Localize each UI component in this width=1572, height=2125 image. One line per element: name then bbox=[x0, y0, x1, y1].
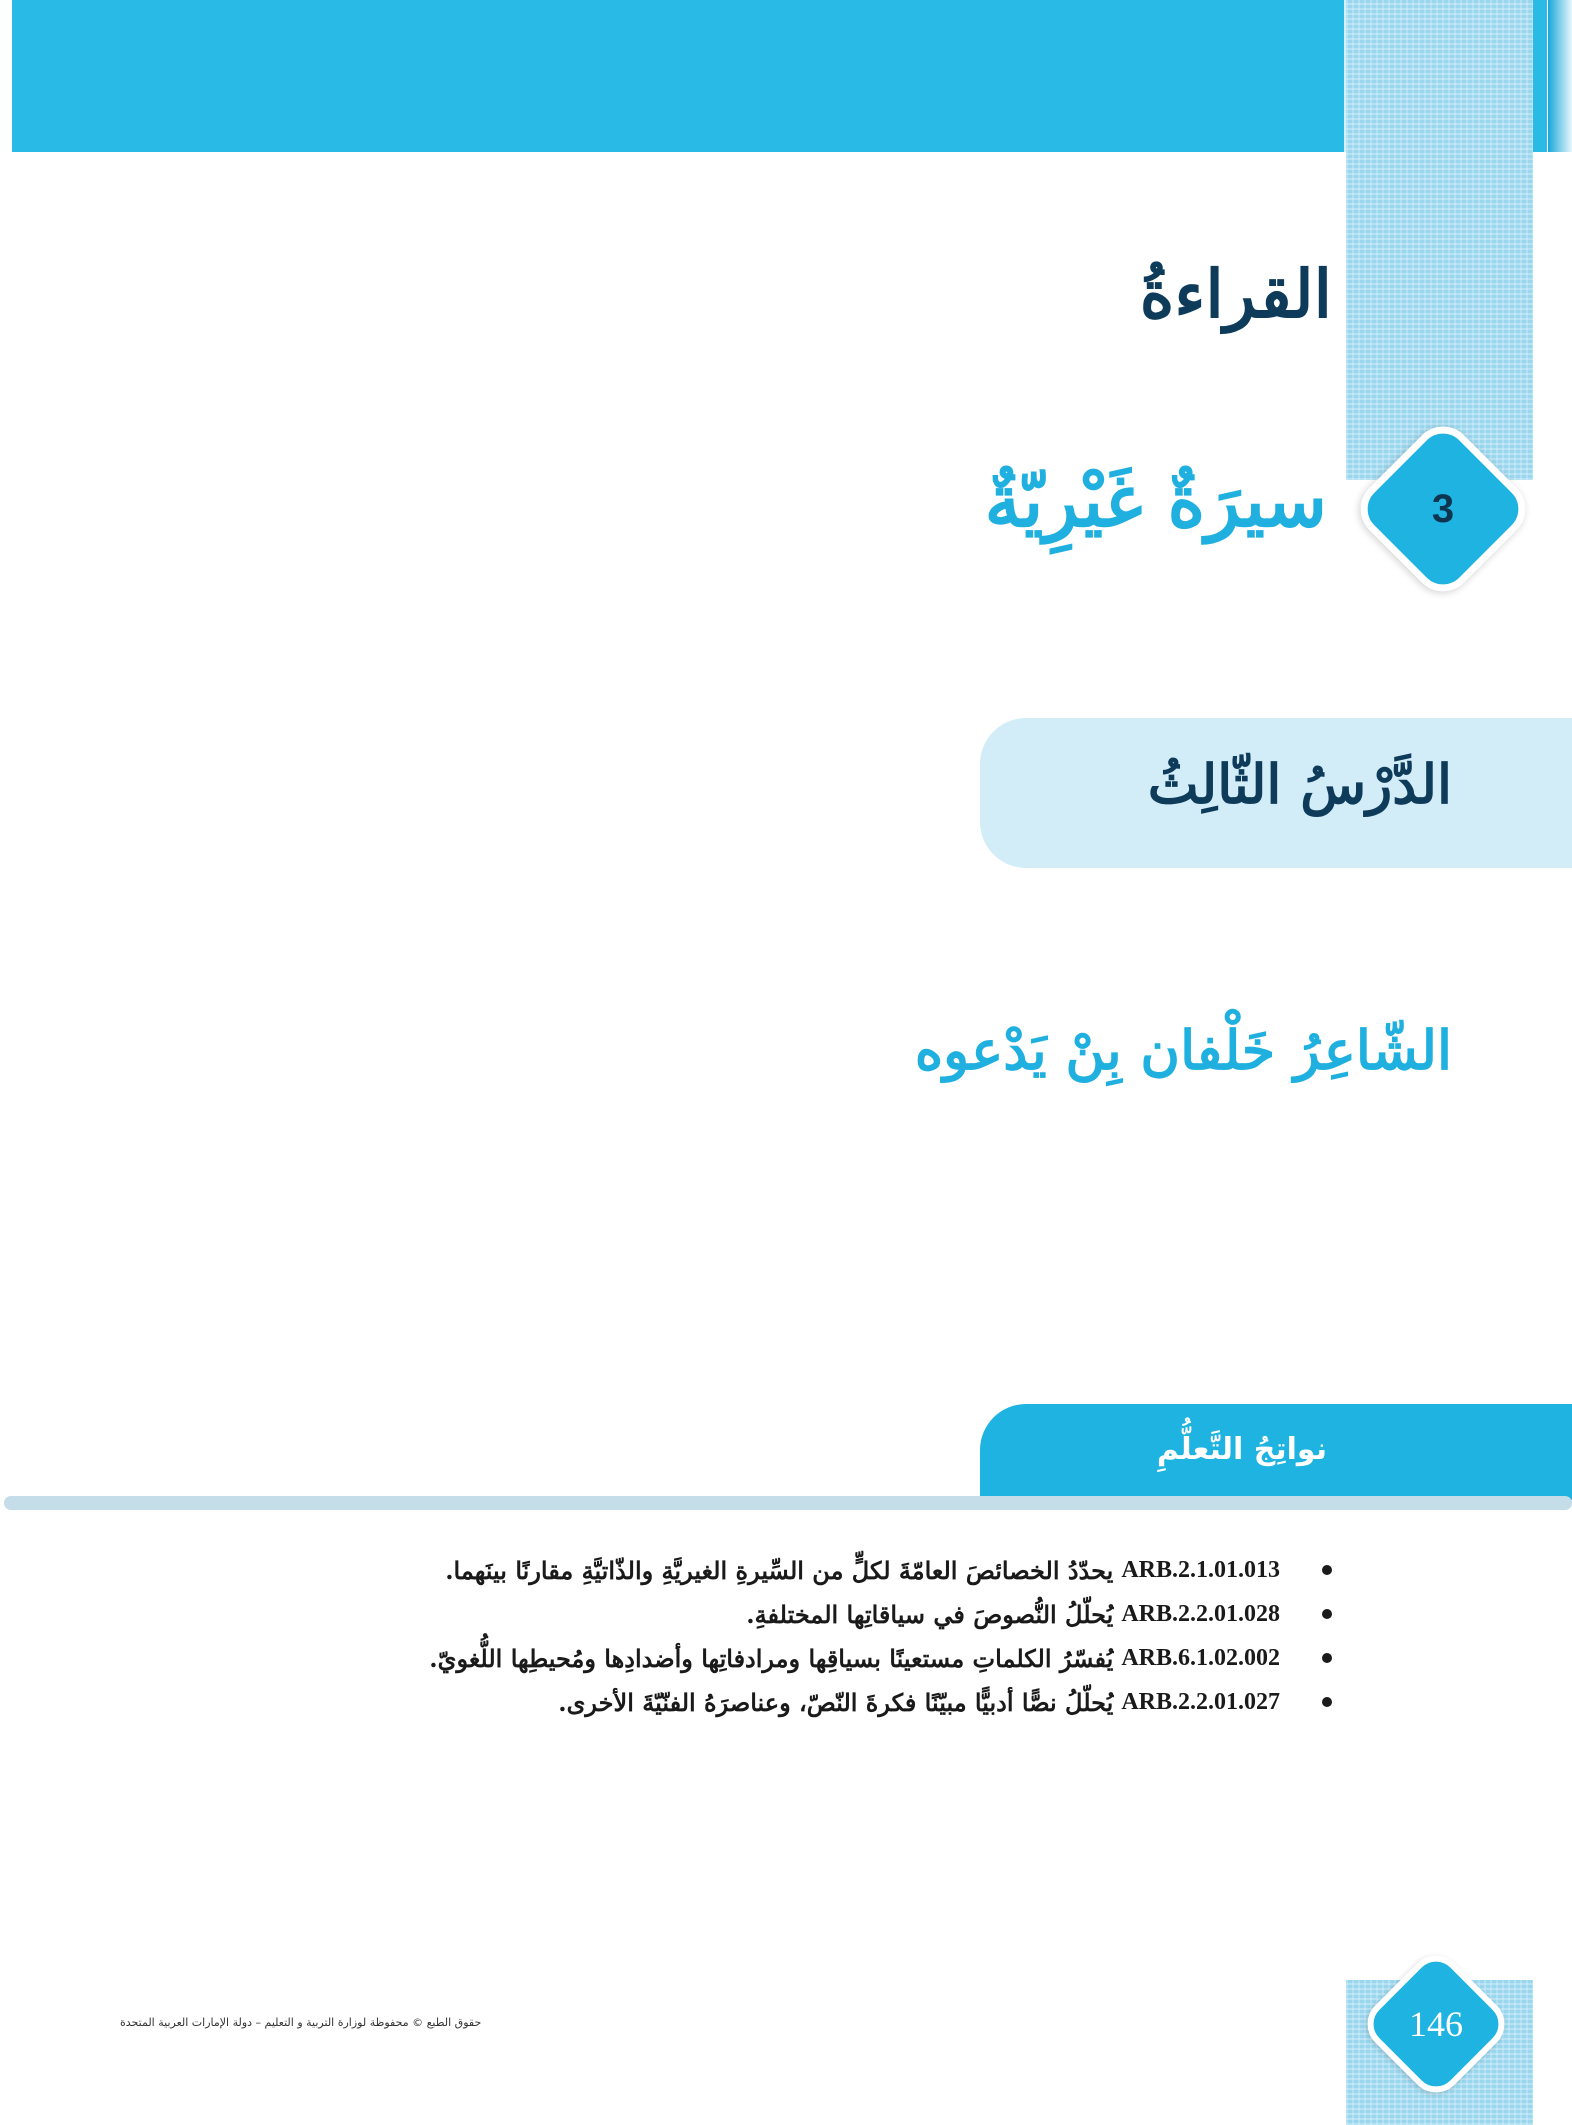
lesson-title: الدَّرْسُ الثّالِثُ bbox=[1147, 752, 1452, 816]
unit-title: سيرَةٌ غَيْرِيّةٌ bbox=[984, 458, 1327, 543]
outcome-text: يُحلّلُ النُّصوصَ في سياقاتِها المختلفةِ. bbox=[746, 1599, 1114, 1629]
outcome-text: يُحلّلُ نصًّا أدبيًّا مبيّنًا فكرةَ النّصّ، وعناصرَهُ الفنّيّةَ الأخرى. bbox=[558, 1687, 1114, 1717]
page-number: 146 bbox=[1409, 2004, 1463, 2044]
bullet-icon bbox=[1322, 1697, 1332, 1707]
outcome-text: يُفسّرُ الكلماتِ مستعينًا بسياقِها ومرادفاتِها وأضدادِها ومُحيطِها اللُّغويّ. bbox=[429, 1643, 1114, 1673]
outcome-code: ARB.6.1.02.002 bbox=[1121, 1644, 1280, 1671]
list-item bbox=[232, 1682, 1332, 1722]
top-banner-edge bbox=[1548, 0, 1572, 152]
top-banner bbox=[12, 0, 1547, 152]
outcome-text: يحدّدُ الخصائصَ العامّةَ لكلٍّ من السِّيرةِ الغيريَّةِ والذّاتيَّةِ مقارنًا بينَهما. bbox=[445, 1555, 1114, 1585]
outcome-code: ARB.2.2.01.027 bbox=[1121, 1688, 1280, 1715]
outcomes-label: نواتِجُ التَّعلُّمِ bbox=[1156, 1432, 1327, 1467]
text-title: الشّاعِرُ خَلْفان بِنْ يَدْعوه bbox=[914, 1018, 1452, 1082]
list-item bbox=[232, 1638, 1332, 1678]
outcomes-divider bbox=[4, 1496, 1572, 1510]
bullet-icon bbox=[1322, 1565, 1332, 1575]
copyright-notice: حقوق الطبع © محفوظة لوزارة التربية و التعليم – دولة الإمارات العربية المتحدة bbox=[120, 2016, 482, 2029]
bullet-icon bbox=[1322, 1609, 1332, 1619]
outcomes-list bbox=[232, 1550, 1332, 1726]
decorative-spine bbox=[1346, 0, 1533, 480]
unit-number: 3 bbox=[1431, 486, 1455, 531]
list-item bbox=[232, 1594, 1332, 1634]
outcome-code: ARB.2.2.01.028 bbox=[1121, 1600, 1280, 1627]
outcome-code: ARB.2.1.01.013 bbox=[1121, 1556, 1280, 1583]
list-item bbox=[232, 1550, 1332, 1590]
bullet-icon bbox=[1322, 1653, 1332, 1663]
section-title: القراءةُ bbox=[1139, 255, 1332, 333]
